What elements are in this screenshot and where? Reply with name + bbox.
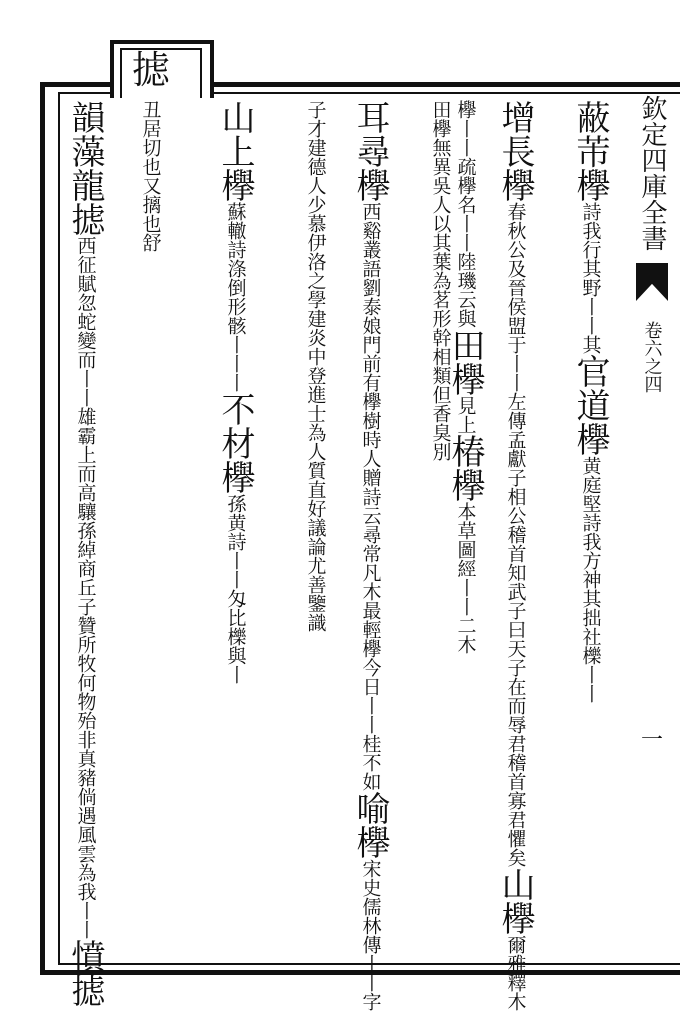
entry-note: 西征賦忽蛇變而丨丨雄霸上而高驤孫綽商丘 — [74, 236, 97, 597]
fish-tail-icon — [636, 263, 668, 301]
entry-note: 宋史儒林 — [359, 859, 382, 935]
entry-note: 丨丨其 — [579, 297, 602, 354]
margin-title: 欽定四庫全書 — [637, 95, 667, 251]
entry-note: 子才建德人少慕伊洛之學建炎中 — [304, 100, 327, 366]
entry-note: 本草圖經丨丨二木 — [454, 502, 477, 654]
entry-note: 孫黄詩丨丨 — [224, 494, 247, 589]
entry-note: 云尋常凡木最輕欅今日丨丨桂不如 — [359, 506, 382, 791]
entry-note: 匁比櫟與丨 — [224, 589, 247, 684]
text-column — [60, 100, 110, 1007]
entry-note: 西谿叢語劉泰娘門前有欅樹時人贈詩 — [359, 202, 382, 506]
entry-heading: 喻欅 — [350, 791, 390, 859]
text-column — [415, 100, 465, 461]
entry-heading: 蔽芾欅 — [570, 100, 610, 202]
text-column — [565, 100, 615, 703]
page-margin — [632, 95, 672, 754]
entry-note: 子贊所牧何物殆非真豬倘遇風雲為我丨丨 — [74, 597, 97, 939]
entry-note: 也又摛也 — [139, 157, 162, 233]
entry-heading: 田欅 — [445, 328, 485, 396]
text-column — [345, 100, 395, 1011]
entry-note: 見 — [454, 396, 477, 415]
entry-heading: 憤摅 — [65, 939, 105, 1007]
margin-juan: 卷六之四 — [641, 321, 663, 393]
entry-note: 丑居切 — [139, 100, 162, 157]
entry-heading: 山上欅 — [215, 100, 255, 202]
entry-note: 其拙社櫟丨丨 — [579, 589, 602, 703]
text-column — [210, 100, 260, 684]
entry-heading: 不材欅 — [215, 392, 255, 494]
entry-heading: 山欅 — [495, 867, 535, 935]
margin-dash: 一 — [640, 728, 663, 753]
entry-note: 釋木 — [504, 973, 527, 1011]
entry-note: 形骸丨丨丨 — [224, 297, 247, 392]
entry-heading: 韻藻龍摅 — [65, 100, 105, 236]
text-column — [490, 100, 540, 1011]
entry-note: 舒 — [139, 233, 162, 252]
entry-note: 登進士為人質直好議論尤善鑒識 — [304, 366, 327, 632]
entry-note: 田欅無異吳人以其葉為茗 — [429, 100, 452, 309]
entry-note: 詩我行其野 — [579, 202, 602, 297]
text-column — [125, 100, 175, 252]
entry-note: 上 — [454, 415, 477, 434]
entry-heading: 增長欅 — [495, 100, 535, 202]
entry-note: 春秋公及晉侯盟于丨丨左傳孟獻子相公稽 — [504, 202, 527, 544]
entry-heading: 椿欅 — [445, 434, 485, 502]
entry-note: 傳丨丨字 — [359, 935, 382, 1011]
text-column — [290, 100, 340, 632]
entry-heading: 官道欅 — [570, 354, 610, 456]
entry-note: 欅丨丨疏欅名丨丨陸璣云與 — [454, 100, 477, 328]
entry-heading: 耳尋欅 — [350, 100, 390, 202]
entry-note: 爾雅 — [504, 935, 527, 973]
entry-note: 蘇轍詩涤倒 — [224, 202, 247, 297]
entry-note: 首知武子曰天子在而辱君稽首寡君懼矣 — [504, 544, 527, 867]
entry-note: 黄庭堅詩我方神 — [579, 456, 602, 589]
header-tab-char: 摅 — [132, 48, 171, 92]
entry-note: 形幹相類但香臭別 — [429, 309, 452, 461]
